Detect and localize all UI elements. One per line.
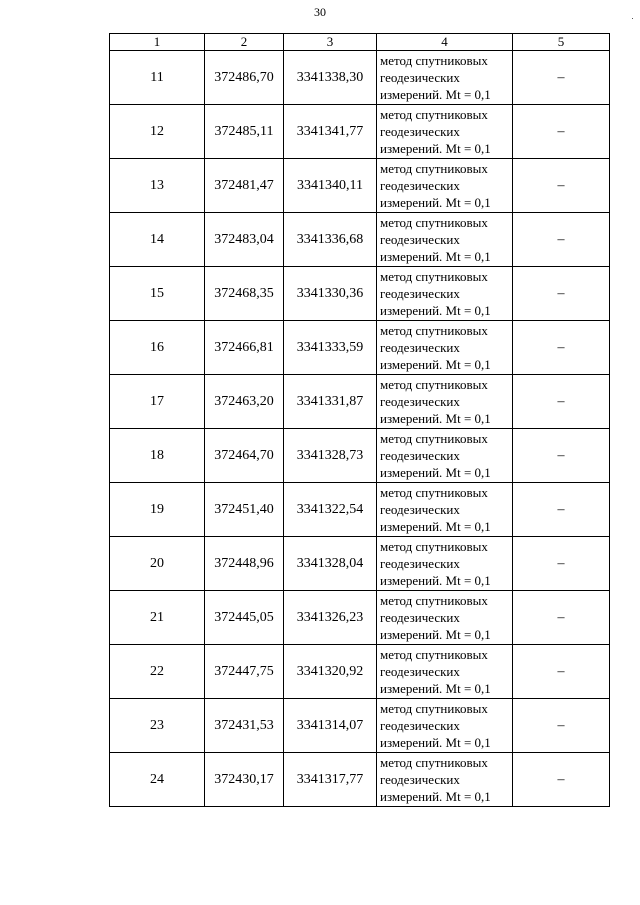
header-cell-5: 5 [513, 34, 610, 51]
table-row [110, 375, 610, 429]
method-cell [377, 591, 513, 645]
method-line: геодезических [380, 718, 460, 733]
coordinates-table [109, 33, 610, 807]
method-cell [377, 537, 513, 591]
method-line: измерений. Mt = 0,1 [380, 141, 491, 156]
note-cell: – [513, 537, 610, 591]
scan-speck [632, 18, 633, 19]
method-line: метод спутниковых [380, 593, 488, 608]
method-line: геодезических [380, 664, 460, 679]
method-line: измерений. Mt = 0,1 [380, 87, 491, 102]
method-cell [377, 267, 513, 321]
table-row [110, 537, 610, 591]
point-number-cell: 23 [110, 699, 205, 753]
method-line: геодезических [380, 178, 460, 193]
method-cell [377, 429, 513, 483]
method-line: метод спутниковых [380, 485, 488, 500]
x-coordinate-cell: 372445,05 [205, 591, 284, 645]
x-coordinate-cell: 372431,53 [205, 699, 284, 753]
x-coordinate-cell: 372486,70 [205, 51, 284, 105]
method-line: измерений. Mt = 0,1 [380, 411, 491, 426]
method-line: метод спутниковых [380, 701, 488, 716]
note-cell: – [513, 483, 610, 537]
method-cell [377, 753, 513, 807]
method-line: геодезических [380, 394, 460, 409]
method-cell [377, 699, 513, 753]
method-line: измерений. Mt = 0,1 [380, 789, 491, 804]
method-cell [377, 645, 513, 699]
note-cell: – [513, 159, 610, 213]
x-coordinate-cell: 372430,17 [205, 753, 284, 807]
note-cell: – [513, 591, 610, 645]
method-line: геодезических [380, 286, 460, 301]
point-number-cell: 14 [110, 213, 205, 267]
method-line: геодезических [380, 124, 460, 139]
table-row [110, 105, 610, 159]
point-number-cell: 12 [110, 105, 205, 159]
method-line: геодезических [380, 70, 460, 85]
x-coordinate-cell: 372448,96 [205, 537, 284, 591]
note-cell: – [513, 699, 610, 753]
note-cell: – [513, 267, 610, 321]
table-row [110, 213, 610, 267]
table-row [110, 591, 610, 645]
point-number-cell: 11 [110, 51, 205, 105]
x-coordinate-cell: 372451,40 [205, 483, 284, 537]
method-cell [377, 105, 513, 159]
method-cell [377, 51, 513, 105]
method-line: геодезических [380, 502, 460, 517]
table-header [110, 34, 610, 51]
method-line: метод спутниковых [380, 215, 488, 230]
point-number-cell: 17 [110, 375, 205, 429]
method-line: измерений. Mt = 0,1 [380, 357, 491, 372]
note-cell: – [513, 321, 610, 375]
header-cell-1: 1 [110, 34, 205, 51]
note-cell: – [513, 429, 610, 483]
y-coordinate-cell: 3341333,59 [284, 321, 377, 375]
table-row [110, 51, 610, 105]
method-cell [377, 375, 513, 429]
method-cell [377, 321, 513, 375]
table-row [110, 483, 610, 537]
table-row [110, 321, 610, 375]
method-line: геодезических [380, 556, 460, 571]
x-coordinate-cell: 372463,20 [205, 375, 284, 429]
y-coordinate-cell: 3341330,36 [284, 267, 377, 321]
point-number-cell: 24 [110, 753, 205, 807]
method-line: измерений. Mt = 0,1 [380, 195, 491, 210]
note-cell: – [513, 645, 610, 699]
method-cell [377, 159, 513, 213]
note-cell: – [513, 51, 610, 105]
point-number-cell: 18 [110, 429, 205, 483]
method-line: измерений. Mt = 0,1 [380, 303, 491, 318]
note-cell: – [513, 375, 610, 429]
method-line: метод спутниковых [380, 323, 488, 338]
method-line: метод спутниковых [380, 755, 488, 770]
method-line: измерений. Mt = 0,1 [380, 465, 491, 480]
y-coordinate-cell: 3341340,11 [284, 159, 377, 213]
method-line: геодезических [380, 340, 460, 355]
method-line: измерений. Mt = 0,1 [380, 249, 491, 264]
header-cell-4: 4 [377, 34, 513, 51]
method-line: геодезических [380, 232, 460, 247]
method-line: метод спутниковых [380, 53, 488, 68]
method-cell [377, 483, 513, 537]
method-line: геодезических [380, 448, 460, 463]
table-row [110, 645, 610, 699]
x-coordinate-cell: 372485,11 [205, 105, 284, 159]
table-row [110, 753, 610, 807]
x-coordinate-cell: 372483,04 [205, 213, 284, 267]
header-cell-2: 2 [205, 34, 284, 51]
method-line: метод спутниковых [380, 269, 488, 284]
method-line: метод спутниковых [380, 431, 488, 446]
method-line: метод спутниковых [380, 647, 488, 662]
table-row [110, 699, 610, 753]
y-coordinate-cell: 3341328,04 [284, 537, 377, 591]
method-line: измерений. Mt = 0,1 [380, 573, 491, 588]
note-cell: – [513, 105, 610, 159]
header-cell-3: 3 [284, 34, 377, 51]
y-coordinate-cell: 3341338,30 [284, 51, 377, 105]
x-coordinate-cell: 372481,47 [205, 159, 284, 213]
method-line: измерений. Mt = 0,1 [380, 735, 491, 750]
x-coordinate-cell: 372447,75 [205, 645, 284, 699]
table-row [110, 267, 610, 321]
note-cell: – [513, 213, 610, 267]
method-line: метод спутниковых [380, 377, 488, 392]
table-body [110, 51, 610, 807]
method-line: метод спутниковых [380, 539, 488, 554]
method-line: метод спутниковых [380, 107, 488, 122]
point-number-cell: 21 [110, 591, 205, 645]
y-coordinate-cell: 3341336,68 [284, 213, 377, 267]
y-coordinate-cell: 3341326,23 [284, 591, 377, 645]
method-line: геодезических [380, 772, 460, 787]
point-number-cell: 22 [110, 645, 205, 699]
point-number-cell: 16 [110, 321, 205, 375]
y-coordinate-cell: 3341322,54 [284, 483, 377, 537]
point-number-cell: 20 [110, 537, 205, 591]
method-line: измерений. Mt = 0,1 [380, 519, 491, 534]
y-coordinate-cell: 3341320,92 [284, 645, 377, 699]
page-number: 30 [314, 5, 326, 19]
y-coordinate-cell: 3341331,87 [284, 375, 377, 429]
header-row [110, 34, 610, 51]
x-coordinate-cell: 372468,35 [205, 267, 284, 321]
point-number-cell: 15 [110, 267, 205, 321]
method-line: измерений. Mt = 0,1 [380, 681, 491, 696]
table-row [110, 159, 610, 213]
method-line: измерений. Mt = 0,1 [380, 627, 491, 642]
y-coordinate-cell: 3341328,73 [284, 429, 377, 483]
x-coordinate-cell: 372466,81 [205, 321, 284, 375]
method-cell [377, 213, 513, 267]
y-coordinate-cell: 3341317,77 [284, 753, 377, 807]
point-number-cell: 19 [110, 483, 205, 537]
method-line: геодезических [380, 610, 460, 625]
x-coordinate-cell: 372464,70 [205, 429, 284, 483]
table-row [110, 429, 610, 483]
y-coordinate-cell: 3341341,77 [284, 105, 377, 159]
method-line: метод спутниковых [380, 161, 488, 176]
y-coordinate-cell: 3341314,07 [284, 699, 377, 753]
point-number-cell: 13 [110, 159, 205, 213]
note-cell: – [513, 753, 610, 807]
